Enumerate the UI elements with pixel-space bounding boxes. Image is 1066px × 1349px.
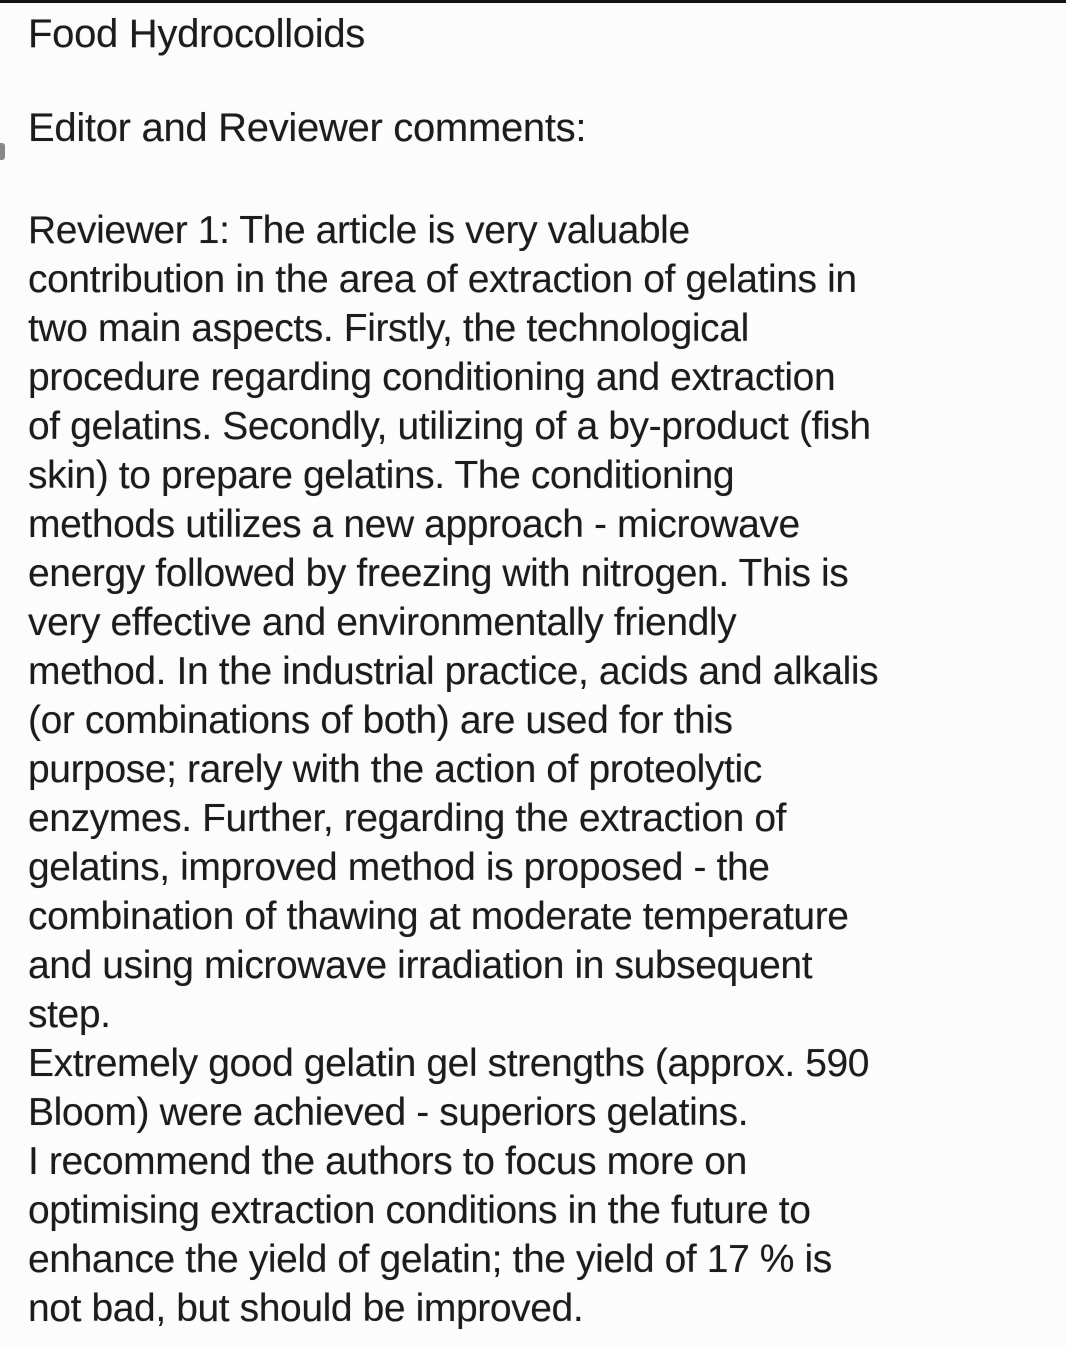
text-line: Extremely good gelatin gel strengths (approx. 590 (28, 1042, 870, 1085)
text-line: energy followed by freezing with nitrogen. This is (28, 552, 849, 595)
text-line: skin) to prepare gelatins. The conditioning (28, 454, 735, 497)
journal-title: Food Hydrocolloids (28, 12, 365, 56)
text-line: I recommend the authors to focus more on (28, 1140, 747, 1183)
review-text (28, 206, 1046, 1333)
text-line: contribution in the area of extraction of gelatins in (28, 258, 857, 301)
text-line: enzymes. Further, regarding the extraction of (28, 797, 787, 840)
text-line: very effective and environmentally friendly (28, 601, 737, 644)
text-line: procedure regarding conditioning and extraction (28, 356, 836, 399)
text-line: (or combinations of both) are used for this (28, 699, 733, 742)
text-line: purpose; rarely with the action of proteolytic (28, 748, 762, 791)
top-border-line (0, 0, 1066, 3)
text-line: combination of thawing at moderate temperature (28, 895, 849, 938)
text-line: and using microwave irradiation in subsequent (28, 944, 813, 987)
text-line: methods utilizes a new approach - microwave (28, 503, 800, 546)
text-line: not bad, but should be improved. (28, 1287, 584, 1330)
text-line: two main aspects. Firstly, the technological (28, 307, 749, 350)
text-line: method. In the industrial practice, acids and alkalis (28, 650, 879, 693)
text-line: Bloom) were achieved - superiors gelatins. (28, 1091, 749, 1134)
text-line: enhance the yield of gelatin; the yield of 17 % is (28, 1238, 832, 1281)
photo-artifact (0, 143, 5, 160)
text-line: gelatins, improved method is proposed - the (28, 846, 770, 889)
text-line: step. (28, 993, 111, 1036)
section-heading: Editor and Reviewer comments: (28, 106, 587, 150)
text-line: Reviewer 1: The article is very valuable (28, 209, 690, 252)
text-line: optimising extraction conditions in the future to (28, 1189, 811, 1232)
text-line: of gelatins. Secondly, utilizing of a by-product (fish (28, 405, 871, 448)
